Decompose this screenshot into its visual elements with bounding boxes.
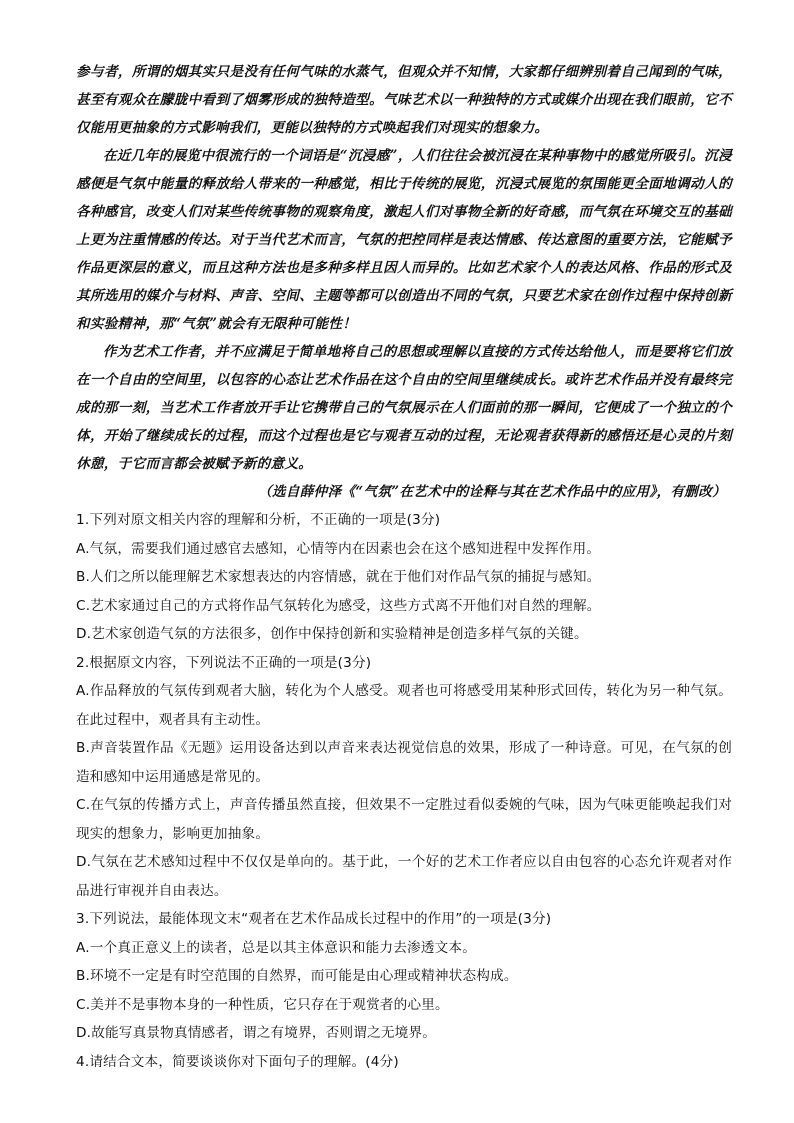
- option-b: B.环境不一定是有时空范围的自然界，而可能是由心理或精神状态构成。: [76, 968, 518, 984]
- question-4: [76, 1048, 732, 1077]
- option-d: D.故能写真景物真情感者，谓之有境界，否则谓之无境界。: [76, 1025, 437, 1041]
- question-2: [76, 649, 732, 906]
- question-1: [76, 506, 732, 649]
- passage-paragraph-2: 在近几年的展览中很流行的一个词语是“沉浸感”，人们往往会被沉浸在某种事物中的感觉所吸引。沉浸感便是气氛中能量的释放给人带来的一种感觉，相比于传统的展览，沉浸式展览的氛围能更全面地调动人的各种感官，改变人们对某些传统事物的观察角度，激起人们对事物全新的好奇感，而气氛在环境交互的基础上更为注重情感的传达。对于当代艺术而言，气氛的把控同样是表达情感、传达意图的重要方法，它能赋予作品更深层的意义，而且这种方法也是多种多样且因人而异的。比如艺术家个人的表达风格、作品的形式及其所选用的媒介与材料、声音、空间、主题等都可以创造出不同的气氛，只要艺术家在创作过程中保持创新和实验精神，那“气氛”就会有无限种可能性！: [76, 148, 732, 332]
- option-b: B.人们之所以能理解艺术家想表达的内容情感，就在于他们对作品气氛的捕捉与感知。: [76, 569, 601, 585]
- option-a: A.作品释放的气氛传到观者大脑，转化为个人感受。观者也可将感受用某种形式回传，转化为另一种气氛。在此过程中，观者具有主动性。: [76, 683, 732, 728]
- question-stem: 1.下列对原文相关内容的理解和分析，不正确的一项是(3分): [76, 512, 441, 528]
- option-c: C.艺术家通过自己的方式将作品气氛转化为感受，这些方式离不开他们对自然的理解。: [76, 597, 601, 614]
- reading-passage: [76, 58, 732, 506]
- option-d: D.气氛在艺术感知过程中不仅仅是单向的。基于此，一个好的艺术工作者应以自由包容的心态允许观者对作品进行审视并自由表达。: [76, 854, 732, 899]
- option-a: A.一个真正意义上的读者，总是以其主体意识和能力去渗透文本。: [76, 939, 477, 956]
- passage-paragraph-3: 作为艺术工作者，并不应满足于简单地将自己的思想或理解以直接的方式传达给他人，而是要将它们放在一个自由的空间里，以包容的心态让艺术作品在这个自由的空间里继续成长。或许艺术作品并没有最终完成的那一刻，当艺术工作者放开手让它携带自己的气氛展示在人们面前的那一瞬间，它便成了一个独立的个体，开始了继续成长的过程，而这个过程也是它与观者互动的过程，无论观者获得新的感悟还是心灵的片刻休憩，于它而言都会被赋予新的意义。: [76, 344, 732, 472]
- question-3: [76, 905, 732, 1048]
- option-d: D.艺术家创造气氛的方法很多，创作中保持创新和实验精神是创造多样气氛的关键。: [76, 626, 588, 642]
- passage-source: （选自薛仲泽《“气氛”在艺术中的诠释与其在艺术作品中的应用》，有删改）: [258, 484, 726, 500]
- option-a: A.气氛，需要我们通过感官去感知，心情等内在因素也会在这个感知进程中发挥作用。: [76, 540, 601, 557]
- question-stem: 3.下列说法，最能体现文末“观者在艺术作品成长过程中的作用”的一项是(3分): [76, 911, 552, 927]
- question-stem: 2.根据原文内容，下列说法不正确的一项是(3分): [76, 654, 372, 671]
- option-c: C.在气氛的传播方式上，声音传播虽然直接，但效果不一定胜过看似委婉的气味，因为气味更能唤起我们对现实的想象力，影响更加抽象。: [76, 797, 732, 842]
- option-b: B.声音装置作品《无题》运用设备达到以声音来表达视觉信息的效果，形成了一种诗意。可见，在气氛的创造和感知中运用通感是常见的。: [76, 740, 732, 785]
- option-c: C.美并不是事物本身的一种性质，它只存在于观赏者的心里。: [76, 996, 449, 1013]
- question-stem: 4.请结合文本，简要谈谈你对下面句子的理解。(4分): [76, 1053, 399, 1070]
- question-list: [76, 506, 732, 1076]
- passage-paragraph-1: 参与者，所谓的烟其实只是没有任何气味的水蒸气，但观众并不知情，大家都仔细辨别着自己闻到的气味，甚至有观众在朦胧中看到了烟雾形成的独特造型。气味艺术以一种独特的方式或媒介出现在我们眼前，它不仅能用更抽象的方式影响我们，更能以独特的方式唤起我们对现实的想象力。: [76, 64, 732, 136]
